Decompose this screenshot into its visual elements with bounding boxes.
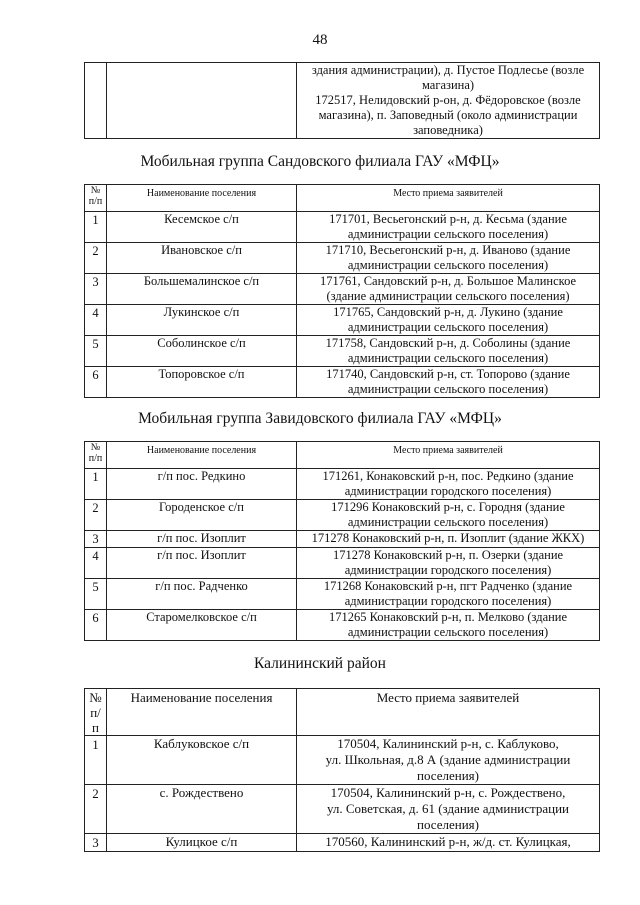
place-line: администрации сельского поселения) — [347, 625, 549, 639]
table-row — [85, 610, 600, 641]
cell-settlement: г/п пос. Редкино — [107, 469, 297, 500]
cell-num: 3 — [85, 834, 107, 852]
cell-settlement: Соболинское с/п — [107, 336, 297, 367]
cell-settlement: Лукинское с/п — [107, 305, 297, 336]
cell-place — [297, 548, 600, 579]
place-line: 171765, Сандовский р-н, д. Лукино (здание — [333, 305, 563, 319]
table-row — [85, 274, 600, 305]
place-line: ул. Советская, д. 61 (здание администрации — [326, 801, 570, 816]
cell-num: 5 — [85, 579, 107, 610]
cell-settlement: Кулицкое с/п — [107, 834, 297, 852]
place-line: магазина) — [421, 78, 475, 92]
cell-settlement: г/п пос. Изоплит — [107, 548, 297, 579]
header-num — [85, 689, 107, 736]
place-line: администрации сельского поселения) — [347, 351, 549, 365]
table-row — [85, 63, 600, 139]
cell-settlement: Каблуковское с/п — [107, 736, 297, 785]
table-row — [85, 243, 600, 274]
cell-num: 3 — [85, 531, 107, 548]
cell-place — [297, 63, 600, 139]
header-num — [85, 442, 107, 469]
header-num — [85, 185, 107, 212]
kalinin-body — [85, 736, 600, 852]
kalinin-table — [84, 688, 600, 852]
table-row — [85, 212, 600, 243]
header-settlement: Наименование поселения — [107, 442, 297, 469]
cell-num: 2 — [85, 785, 107, 834]
table-header-row — [85, 689, 600, 736]
continuation-table — [84, 62, 600, 139]
place-line: администрации городского поселения) — [344, 563, 552, 577]
header-settlement: Наименование поселения — [107, 689, 297, 736]
cell-settlement: Кесемское с/п — [107, 212, 297, 243]
cell-place — [297, 610, 600, 641]
sandovo-table — [84, 184, 600, 398]
table-row — [85, 305, 600, 336]
cell-settlement: Большемалинское с/п — [107, 274, 297, 305]
cell-place — [297, 469, 600, 500]
place-line: администрации сельского поселения) — [347, 382, 549, 396]
place-line: администрации сельского поселения) — [347, 258, 549, 272]
cell-place — [297, 243, 600, 274]
cell-place — [297, 212, 600, 243]
place-line: магазина), п. Заповедный (около администрации — [318, 108, 578, 122]
cell-num — [85, 63, 107, 139]
header-num-line: № — [90, 185, 101, 196]
cell-num: 4 — [85, 548, 107, 579]
place-line: 171296 Конаковский р-н, с. Городня (здание — [331, 500, 565, 514]
place-line: поселения) — [417, 817, 479, 832]
place-line: ул. Школьная, д.8 А (здание администрации — [325, 752, 571, 767]
place-line: 172517, Нелидовский р-он, д. Фёдоровское (возле — [315, 93, 581, 107]
cell-num: 1 — [85, 736, 107, 785]
cell-place — [297, 367, 600, 398]
section-title-kalinin: Калининский район — [254, 655, 386, 672]
section-title-zavidovo: Мобильная группа Завидовского филиала ГАУ «МФЦ» — [138, 410, 502, 427]
page-number: 48 — [312, 32, 328, 48]
table-row — [85, 736, 600, 785]
cell-num: 2 — [85, 243, 107, 274]
place-line: 171701, Весьегонский р-н, д. Кесьма (здание — [329, 212, 567, 226]
table-row — [85, 367, 600, 398]
table-row — [85, 500, 600, 531]
cell-place — [297, 579, 600, 610]
place-line: 171278 Конаковский р-н, п. Озерки (здание — [332, 548, 564, 562]
table-row — [85, 469, 600, 500]
cell-place — [297, 736, 600, 785]
cell-place — [297, 500, 600, 531]
table-row — [85, 785, 600, 834]
zavidovo-table — [84, 441, 600, 641]
cell-place — [297, 274, 600, 305]
table-header-row — [85, 185, 600, 212]
place-line: 171710, Весьегонский р-н, д. Иваново (здание — [325, 243, 571, 257]
place-line: 171761, Сандовский р-н, д. Большое Малинское — [319, 274, 577, 288]
table-row — [85, 336, 600, 367]
cell-settlement: Старомелковское с/п — [107, 610, 297, 641]
place-line: 171261, Конаковский р-н, пос. Редкино (здание — [322, 469, 574, 483]
place-line: 171278 Конаковский р-н, п. Изоплит (здание ЖКХ) — [311, 531, 585, 545]
header-place: Место приема заявителей — [297, 185, 600, 212]
cell-place — [297, 834, 600, 852]
place-line: поселения) — [417, 768, 479, 783]
cell-settlement: Городенское с/п — [107, 500, 297, 531]
place-line: администрации городского поселения) — [344, 594, 552, 608]
place-line: администрации городского поселения) — [344, 484, 552, 498]
header-place: Место приема заявителей — [297, 442, 600, 469]
place-line: 171740, Сандовский р-н, ст. Топорово (здание — [326, 367, 570, 381]
cell-settlement: г/п пос. Изоплит — [107, 531, 297, 548]
cell-settlement: Топоровское с/п — [107, 367, 297, 398]
zavidovo-body — [85, 469, 600, 641]
cell-place — [297, 785, 600, 834]
place-line: администрации сельского поселения) — [347, 227, 549, 241]
table-row — [85, 531, 600, 548]
header-settlement: Наименование поселения — [107, 185, 297, 212]
place-line: 171265 Конаковский р-н, п. Мелково (здание — [328, 610, 568, 624]
table-row — [85, 834, 600, 852]
cell-place — [297, 336, 600, 367]
place-line: 170504, Калининский р-н, с. Рождествено, — [330, 785, 566, 800]
cell-num: 4 — [85, 305, 107, 336]
cell-num: 5 — [85, 336, 107, 367]
header-num-line: п/п — [88, 196, 103, 207]
header-num-line: п/п — [90, 705, 101, 735]
cell-num: 2 — [85, 500, 107, 531]
header-num-line: № — [90, 442, 101, 453]
cell-num: 3 — [85, 274, 107, 305]
place-line: 170560, Калининский р-н, ж/д. ст. Кулицкая, — [325, 834, 571, 849]
place-line: администрации сельского поселения) — [347, 320, 549, 334]
place-line: (здание администрации сельского поселения) — [326, 289, 570, 303]
place-line: 171758, Сандовский р-н, д. Соболины (здание — [325, 336, 571, 350]
header-num-line: п/п — [88, 453, 103, 464]
cell-place — [297, 305, 600, 336]
place-line: 171268 Конаковский р-н, пгт Радченко (здание — [323, 579, 573, 593]
header-place: Место приема заявителей — [297, 689, 600, 736]
cell-settlement: Ивановское с/п — [107, 243, 297, 274]
cell-settlement: г/п пос. Радченко — [107, 579, 297, 610]
table-row — [85, 548, 600, 579]
place-line: администрации сельского поселения) — [347, 515, 549, 529]
table-row — [85, 579, 600, 610]
section-title-sandovo: Мобильная группа Сандовского филиала ГАУ «МФЦ» — [140, 153, 500, 170]
cell-num: 6 — [85, 610, 107, 641]
place-line: 170504, Калининский р-н, с. Каблуково, — [337, 736, 559, 751]
header-num-line: № — [89, 690, 102, 705]
cell-num: 1 — [85, 469, 107, 500]
table-header-row — [85, 442, 600, 469]
cell-num: 6 — [85, 367, 107, 398]
cell-place — [297, 531, 600, 548]
place-line: заповедника) — [413, 123, 483, 137]
cell-settlement — [107, 63, 297, 139]
place-line: здания администрации), д. Пустое Подлесье (возле — [311, 63, 585, 77]
cell-num: 1 — [85, 212, 107, 243]
cell-settlement: с. Рождествено — [107, 785, 297, 834]
sandovo-body — [85, 212, 600, 398]
